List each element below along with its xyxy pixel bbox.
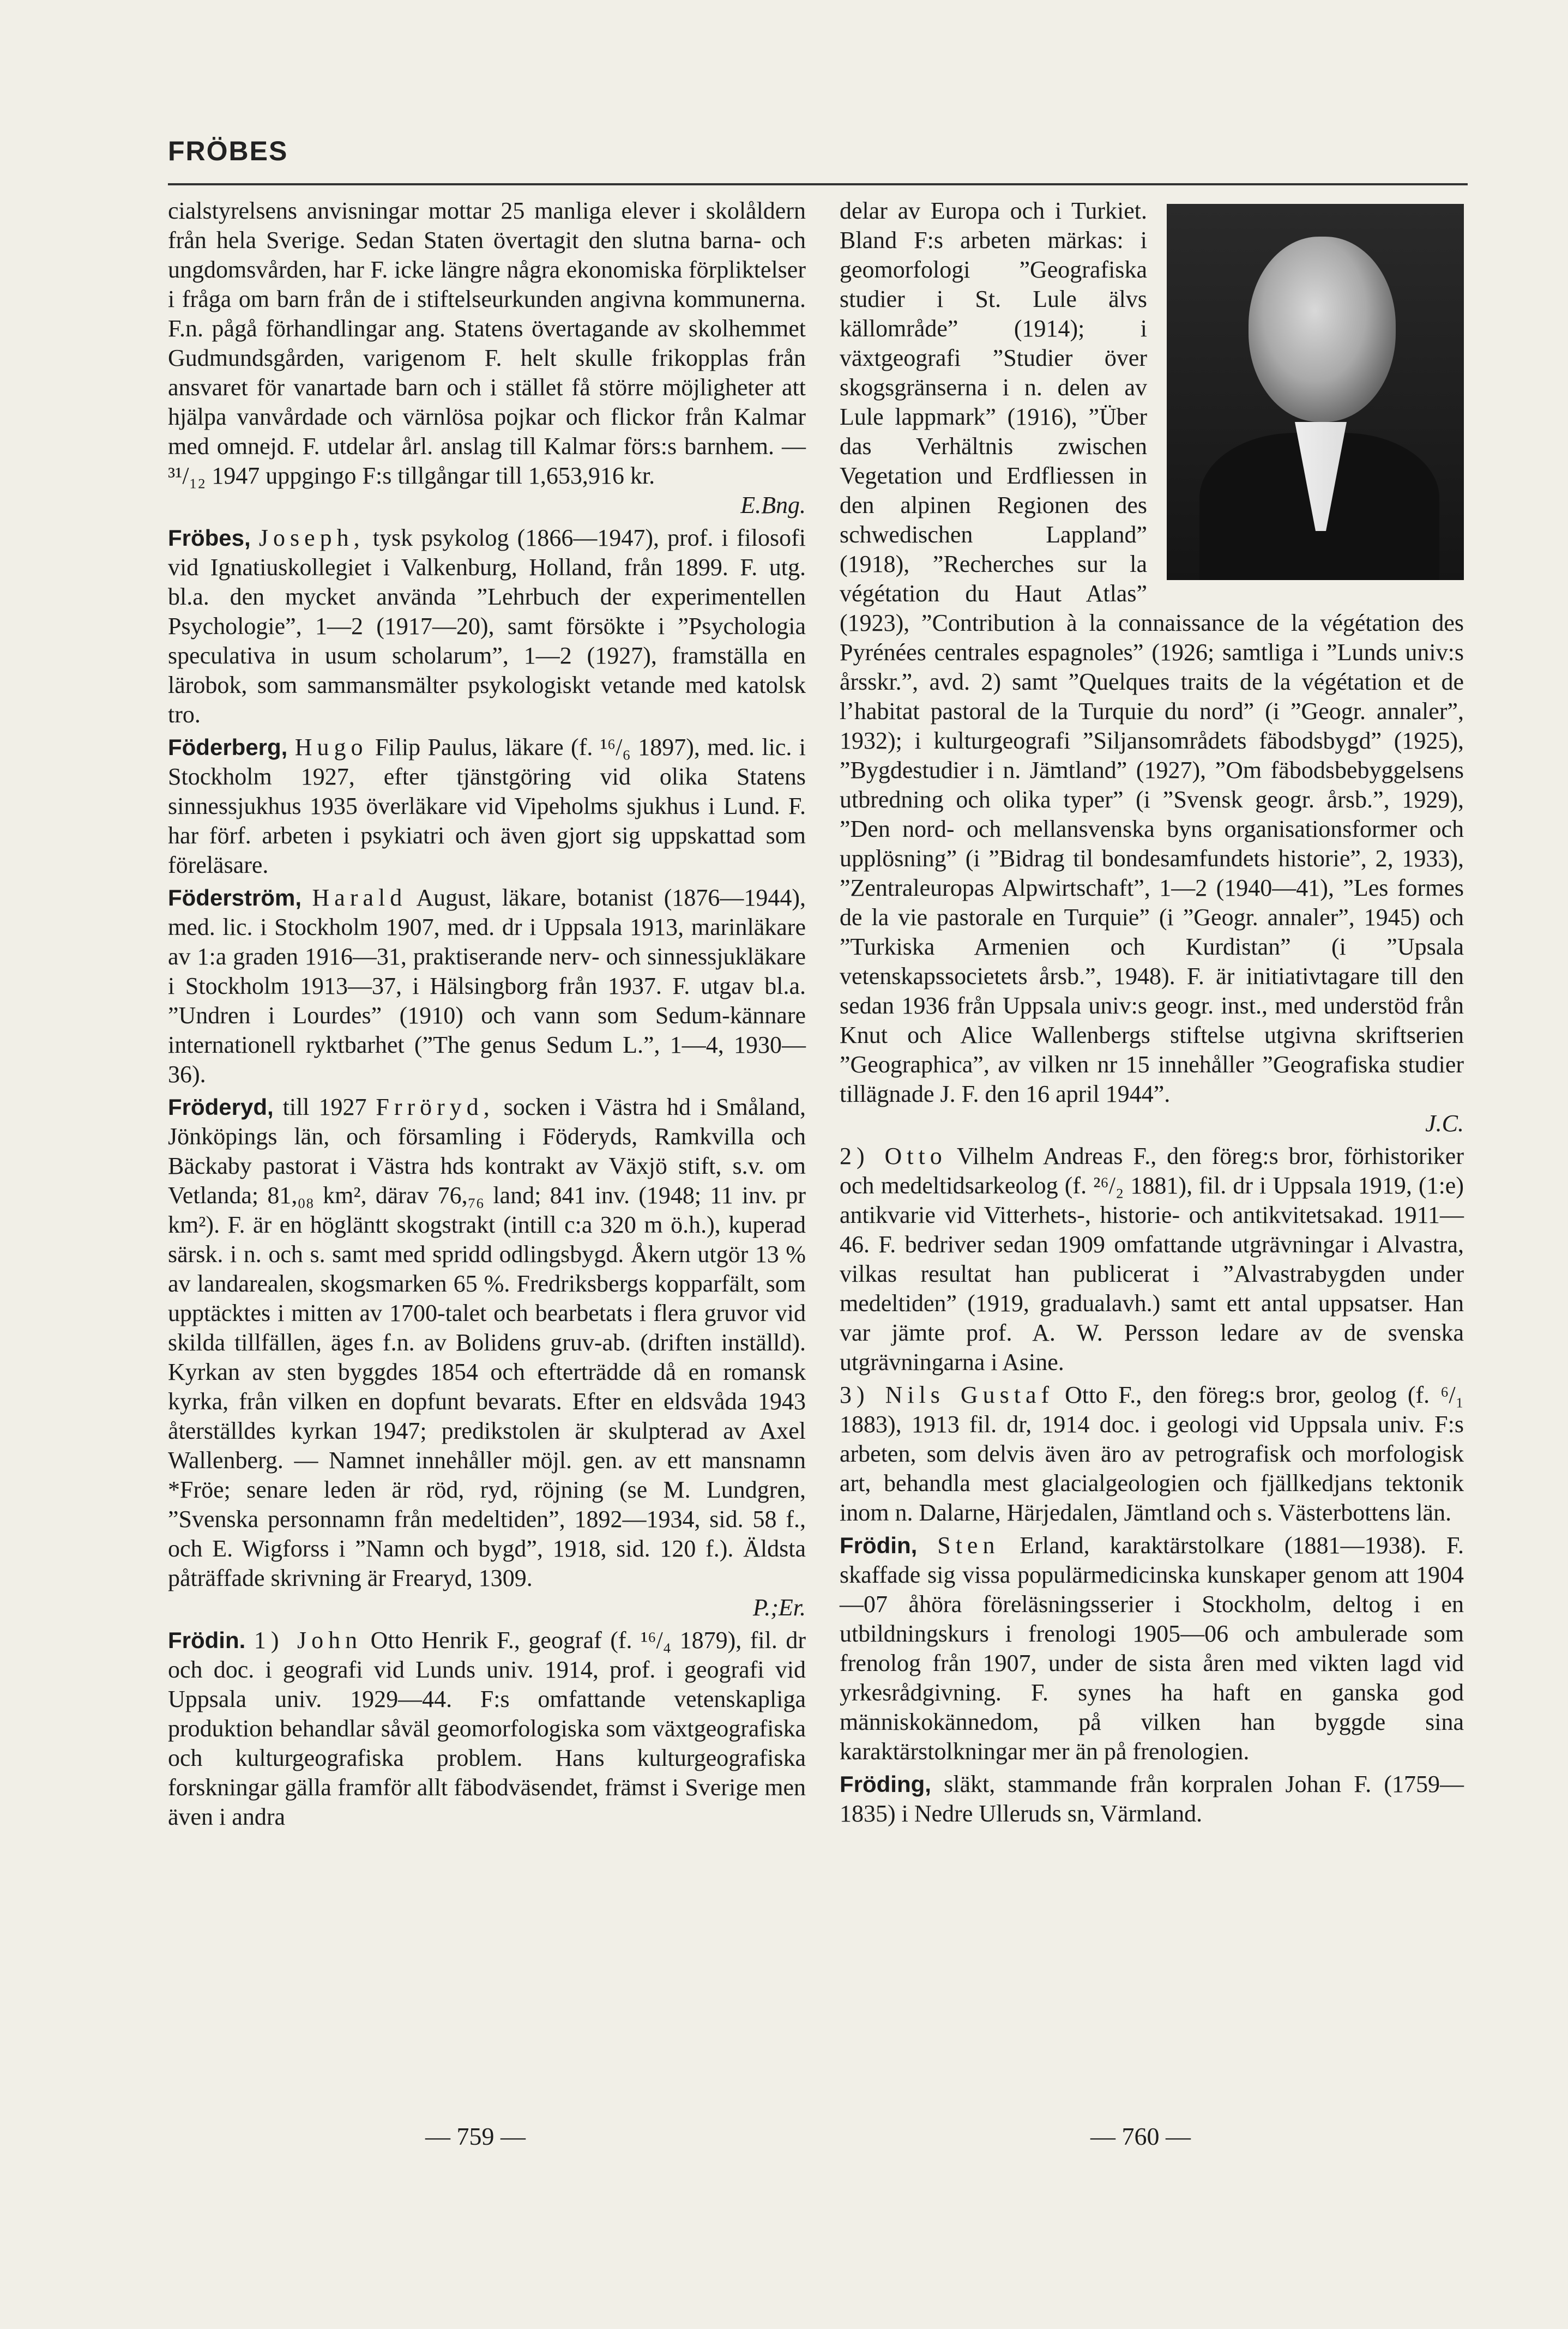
entry-otto-frodin: [840, 1142, 1464, 1377]
entry-signature: J.C.: [1425, 1110, 1464, 1137]
portrait-photo: [1167, 204, 1464, 580]
entry-spaced-name: Joseph,: [258, 524, 365, 551]
entry-headword: Fröbes,: [168, 525, 251, 551]
header-rule: [168, 183, 1468, 185]
left-column: [168, 196, 806, 1832]
entry-froderstrom: [168, 883, 806, 1089]
entry-spaced-name: Hugo: [294, 734, 368, 761]
entry-signature: E.Bng.: [740, 492, 806, 518]
entry-headword: Fröding,: [840, 1771, 931, 1797]
entry-headword: Föderberg,: [168, 734, 288, 760]
entry-text: Otto F., den föreg:s bror, geolog (f. ⁶/₁ 1883), 1913 fil. dr, 1914 doc. i geologi vid Uppsala univ. F:s arbeten, som delvis även äro av petrografisk och morfologisk art, behandla mest glacialgeologien och fjällkedjans tektonik inom n. Dalarne, Härjedalen, Jämtland och s. Västerbottens län.: [840, 1381, 1464, 1526]
right-column: [840, 196, 1464, 1829]
entry-text: socken i Västra hd i Småland, Jönköpings län, och församling i Föderyds, Ramkvilla och Bäckaby pastorat i Västra hds kontrakt av Växjö stift, s.v. om Vetlanda; 81,₀₈ km², därav 76,₇₆ land; 841 inv. (1948; 11 inv. pr km²). F. är en högläntt skogstrakt (intill c:a 320 m ö.h.), kuperad särsk. i n. och s. samt med spridd odlingsbygd. Åkern utgör 13 % av landarealen, skogsmarken 65 %. Fredriksbergs kopparfält, som upptäcktes i mitten av 1700-talet och bearbetats i flera gruvor vid skilda tillfällen, äges f.n. av Bolidens gruv-ab. (driften inställd). Kyrkan av sten byggdes 1854 och efterträdde då en romansk kyrka, från vilken en dopfunt bevarats. Efter en eldsvåda 1943 återställdes kyrkan 1947; predikstolen är skulpterad av Axel Wallenberg. — Namnet innehåller möjl. gen. av ett mansnamn *Fröe; senare leden är röd, ryd, röjning (se M. Lundgren, ”Svenska personnamn från medeltiden”, 1892—1934, sid. 58 f., och E. Wigforss i ”Namn och bygd”, 1918, sid. 120 f.). Äldsta påträffade skrivning är Frearyd, 1309.: [168, 1094, 806, 1591]
entry-spaced-name: 2) Otto: [840, 1143, 947, 1169]
entry-headword: Frödin.: [168, 1627, 246, 1653]
entry-spaced-name: Harald: [312, 884, 407, 911]
entry-headword: Frödin,: [840, 1532, 918, 1558]
entry-sten-frodin: [840, 1531, 1464, 1766]
entry-spaced-name: 3) Nils Gustaf: [840, 1381, 1054, 1408]
entry-frodin: [168, 1626, 806, 1832]
entry-text: till 1927: [273, 1094, 376, 1120]
entry-text: släkt, stammande från korpralen Johan F. (1759—1835) i Nedre Ulleruds sn, Värmland.: [840, 1771, 1464, 1827]
entry-spaced-name: Frröryd,: [376, 1094, 494, 1120]
entry-signature: P.;Er.: [753, 1594, 806, 1621]
entry-spaced-name: 1) John: [254, 1627, 363, 1654]
entry-frobes: [168, 523, 806, 729]
entry-headword: Föderström,: [168, 885, 302, 910]
entry-text: tysk psykolog (1866—1947), prof. i filosofi vid Ignatiuskollegiet i Valkenburg, Holland, från 1899. F. utg. bl.a. den mycket använda ”Lehrbuch der experimentellen Psychologie”, 1—2 (1917—20), samt försökte i ”Psychologia speculativa in usum scholarum”, 1—2 (1927), framställa en lärobok, som sammansmälter psykologiskt vetande med katolsk tro.: [168, 524, 806, 728]
page-number-left: — 759 —: [425, 2122, 526, 2150]
entry-headword: Fröderyd,: [168, 1094, 274, 1120]
page-header-title: FRÖBES: [168, 136, 288, 166]
entry-text: August, läkare, botanist (1876—1944), med. lic. i Stockholm 1907, med. dr i Uppsala 1913, marinläkare av 1:a graden 1916—31, praktiserande nerv- och sinnessjukläkare i Stockholm 1913—37, i Hälsingborg från 1937. F. utgav bl.a. ”Undren i Lourdes” (1910) och vann som Sedum-kännare internationell ryktbarhet (”The genus Sedum L.”, 1—4, 1930—36).: [168, 884, 806, 1088]
entry-continuation: [168, 196, 806, 520]
entry-text: Filip Paulus, läkare (f. ¹⁶/₆ 1897), med. lic. i Stockholm 1927, efter tjänstgöring vid olika Statens sinnessjukhus 1935 överläkare vid Vipeholms sjukhus i Lund. F. har förf. arbeten i psykiatri och även gjort sig uppskattad som föreläsare.: [168, 734, 806, 878]
entry-text: cialstyrelsens anvisningar mottar 25 manliga elever i skolåldern från hela Sverige. Sedan Staten övertagit den slutna barna- och ungdomsvården, har F. icke längre några ekonomiska förpliktelser i fråga om barn från de i stiftelseurkunden angivna kommunerna. F.n. pågå förhandlingar ang. Statens övertagande av skolhemmet Gudmundsgården, varigenom F. helt skulle frikopplas från ansvaret för vanartade barn och i stället få större möjligheter att hjälpa vanvårdade och värnlösa pojkar och flickor från Kalmar med omnejd. F. utdelar årl. anslag till Kalmar förs:s barnhem. — ³¹/₁₂ 1947 uppgingo F:s tillgångar till 1,653,916 kr.: [168, 197, 806, 489]
portrait-head: [1249, 237, 1396, 422]
page-number-right: — 760 —: [1090, 2122, 1191, 2150]
entry-froding: [840, 1770, 1464, 1829]
entry-text: Erland, karaktärstolkare (1881—1938). F. skaffade sig vissa populärmedicinska kunskaper genom att 1904—07 åhöra föreläsningsserier i Stockholm, deltog i en utbildningskurs i frenologi 1905—06 och ambulerade som frenolog från 1907, under de sista åren med vikten lagd vid yrkesrådgivning. F. synes ha haft en ganska god människokännedom, på vilken han byggde sina karaktärstolkningar mer än på frenologien.: [840, 1532, 1464, 1765]
entry-text: Vilhelm Andreas F., den föreg:s bror, förhistoriker och medeltidsarkeolog (f. ²⁶/₂ 1881), fil. dr i Uppsala 1919, (1:e) antikvarie vid Vitterhets-, historie- och antikvitetsakad. 1911—46. F. bedriver sedan 1909 omfattande utgrävningar i Alvastra, vilkas resultat han publicerat i ”Alvastrabygden under medeltiden” (1919, gradualavh.) samt ett antal uppsatser. Han var jämte prof. A. W. Persson ledare av de svenska utgrävningarna i Asine.: [840, 1143, 1464, 1375]
entry-nils-frodin: [840, 1380, 1464, 1528]
entry-spaced-name: Sten: [937, 1532, 1000, 1559]
entry-froderberg: [168, 733, 806, 880]
entry-text: delar av Europa och i Turkiet. Bland F:s arbeten märkas: i geomorfologi ”Geografiska studier i St. Lule älvs källområde” (1914); i växtgeografi ”Studier över skogsgränserna i n. delen av Lule lappmark” (1916), ”Über das Verhältnis zwischen Vegetation und Erdfliessen in den alpinen Regionen des schwedischen Lappland” (1918), ”Recherches sur la végétation du Haut Atlas” (1923), ”Contribution à la connaissance de la végétation des Pyrénées centrales espagnoles” (1926; samtliga i ”Lunds univ:s årsskr.”, avd. 2) samt ”Quelques traits de la végétation et de l’habitat pastoral de la Turquie du nord” (i ”Geogr. annaler”, 1932); i kulturgeografi ”Siljansområdets fäbodsbygd” (1925), ”Bygdestudier i n. Jämtland” (1927), ”Om fäbodsbebyggelsens utbredning och olika typer” (i ”Svensk geogr. årsb.”, 1929), ”Den nord- och mellansvenska byns organisationsformer och upplösning” (i ”Bidrag til bondesamfundets historie”, 2, 1933), ”Zentraleuropas Alpwirtschaft”, 1—2 (1940—41), ”Les formes de la vie pastorale en Turquie” (i ”Geogr. annaler”, 1945) och ”Turkiska Armenien och Kurdistan” (i ”Upsala vetenskapssocietets årsb.”, 1948). F. är initiativtagare till den sedan 1936 från Uppsala univ:s geogr. inst., med understöd från Knut och Alice Wallenbergs stiftelse utgivna skriftserien ”Geographica”, av vilken nr 15 innehåller ”Geografiska studier tillägnade J. F. den 16 april 1944”.: [840, 197, 1464, 1107]
entry-froderyd: [168, 1093, 806, 1622]
entry-text: Otto Henrik F., geograf (f. ¹⁶/₄ 1879), fil. dr och doc. i geografi vid Lunds univ. 1914, prof. i geografi vid Uppsala univ. 1929—44. F:s omfattande vetenskapliga produktion behandlar såväl geomorfologiska som växtgeografiska och kulturgeografiska problem. Hans kulturgeografiska forskningar gälla framför allt fäbodväsendet, främst i Sverige men även i andra: [168, 1627, 806, 1830]
